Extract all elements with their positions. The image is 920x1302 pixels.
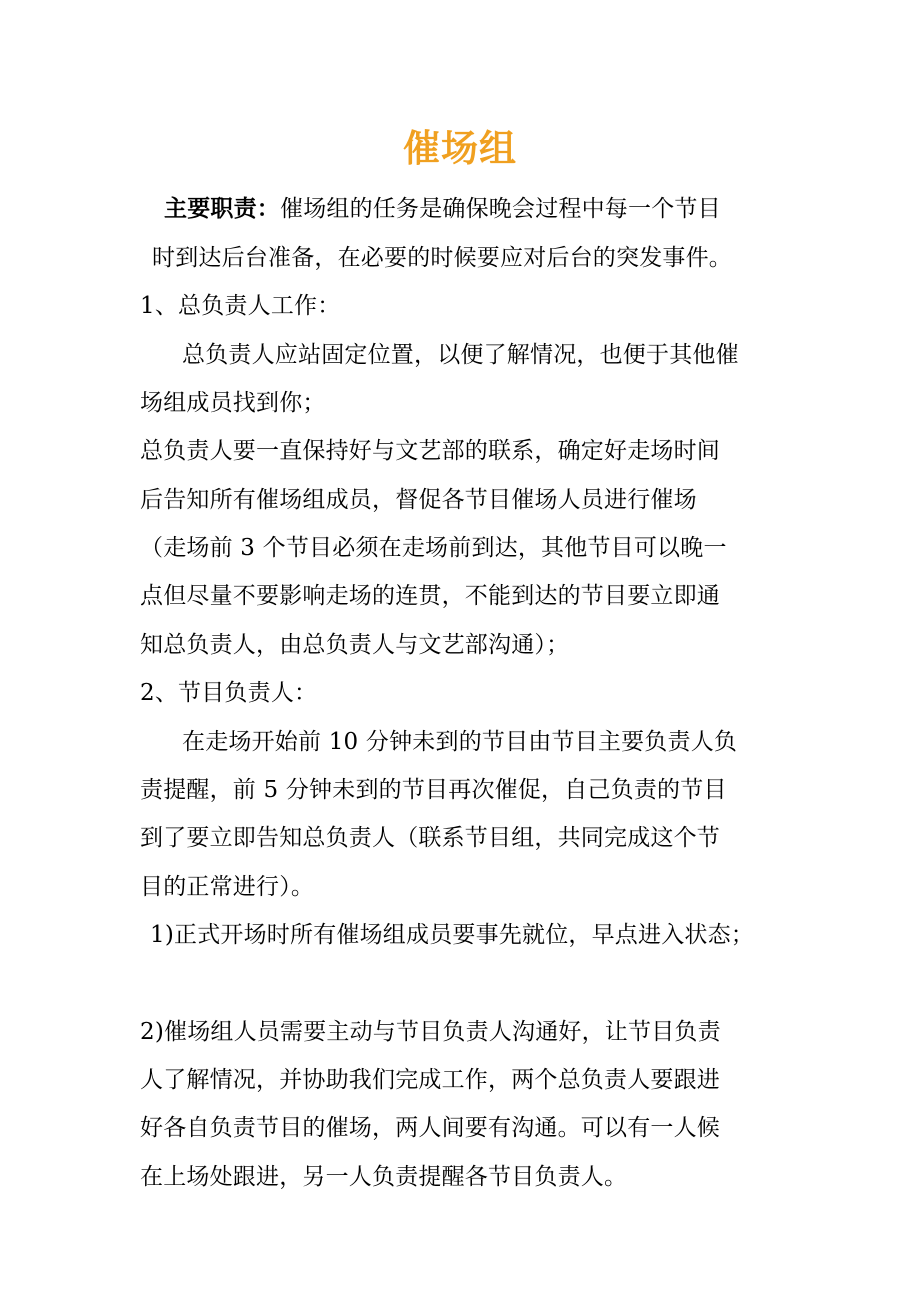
section-1-line: 点但尽量不要影响走场的连贯，不能到达的节目要立即通	[140, 583, 720, 609]
duties-text-2: 时到达后台准备，在必要的时候要应对后台的突发事件。	[152, 245, 732, 271]
list-item-2-line: 在上场处跟进，另一人负责提醒各节目负责人。	[140, 1164, 628, 1190]
section-1-line: 知总负责人，由总负责人与文艺部沟通）；	[140, 632, 570, 658]
section-2-line: 到了要立即告知总负责人（联系节目组，共同完成这个节	[140, 825, 720, 851]
list-item-2-line: 好各自负责节目的催场，两人间要有沟通。可以有一人候	[140, 1115, 720, 1141]
section-1-line: 总负责人应站固定位置，以便了解情况，也便于其他催	[182, 342, 739, 368]
section-1-heading: 1、总负责人工作：	[140, 293, 341, 319]
duties-label: 主要职责：	[164, 195, 280, 222]
duties-text-1: 催场组的任务是确保晚会过程中每一个节目	[280, 196, 721, 222]
section-1-line: 场组成员找到你；	[140, 390, 326, 416]
list-item-1: 1)正式开场时所有催场组成员要事先就位，早点进入状态；	[150, 922, 755, 948]
section-2-line: 目的正常进行）。	[140, 874, 315, 900]
section-1-line: 后告知所有催场组成员，督促各节目催场人员进行催场	[140, 487, 697, 513]
section-2-line: 责提醒，前 5 分钟未到的节目再次催促，自己负责的节目	[140, 777, 727, 803]
list-item-2-line: 人了解情况，并协助我们完成工作，两个总负责人要跟进	[140, 1067, 720, 1093]
section-2-heading: 2、节目负责人：	[140, 680, 318, 706]
duties-line-1	[164, 194, 721, 224]
section-1-line: 总负责人要一直保持好与文艺部的联系，确定好走场时间	[140, 438, 720, 464]
list-item-2-line: 2)催场组人员需要主动与节目负责人沟通好，让节目负责	[140, 1019, 721, 1045]
section-2-line: 在走场开始前 10 分钟未到的节目由节目主要负责人负	[182, 729, 738, 755]
document-title: 催场组	[403, 127, 517, 170]
section-1-line: （走场前 3 个节目必须在走场前到达，其他节目可以晚一	[140, 535, 727, 561]
